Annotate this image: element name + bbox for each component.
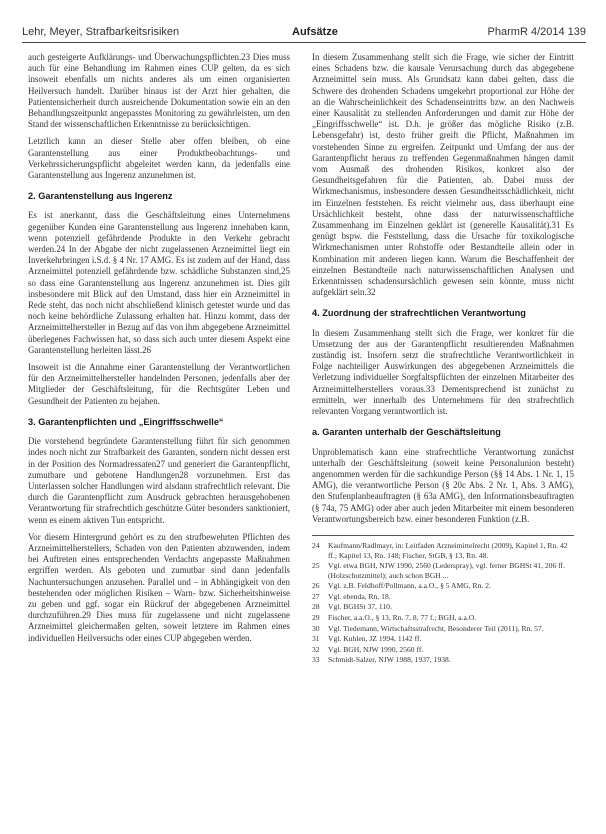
footnote-number: 27 <box>312 591 320 601</box>
paragraph: Unproblematisch kann eine strafrechtliche Verantwortung zunächst unterhalb der Geschäftsleitung (soweit keine Personalunion besteht) angenommen werden für die sachkundige Person (§§ 14 Abs. 1 Nr. 1, 15 AMG), die verantwortliche Person (§ 20c Abs. 2 Nr. 1, Abs. 3 AMG), den Stufenplanbeauftragten (§ 63a AMG), den Informationsbeauftragten (§ 74a, 75 AMG) oder aber auch jeden Mitarbeiter mit einem besonderen Verantwortungsbereich bzw. einer besonderen Funktion (z.B. <box>312 446 574 524</box>
left-column <box>28 52 290 650</box>
paragraph: Insoweit ist die Annahme einer Garantenstellung der Verantwortlichen für den Arzneimittelhersteller handelnden Personen, jedenfalls aber der Mitglieder der Geschäftsleitung, für die Rechtsgüter Leben und Gesundheit der Patienten zu bejahen. <box>28 362 290 406</box>
footnote-number: 31 <box>312 634 320 644</box>
footnote-text: Vgl. etwa BGH, NJW 1990, 2560 (Lederspray), vgl. ferner BGHSt 41, 206 ff. (Holzschutzmittel); auch schon BGH ... <box>328 561 565 580</box>
paragraph: Es ist anerkannt, dass die Geschäftsleitung eines Unternehmens gegenüber Kunden eine Garantenstellung aus Ingerenz innehaben kann, wenn potenziell gefährdende Produkte in den Verkehr gebracht werden.24 In der Abgabe der nicht zugelassenen Arzneimittel liegt ein Inverkehrbringen i.S.d. § 4 Nr. 17 AMG. Es ist zudem auf der Hand, dass Arzneimittel potenziell gefährdende bzw. schädliche Substanzen sind,25 so dass eine Garantenstellung aus Ingerenz anzunehmen ist. Dies gilt insbesondere mit Blick auf den Umstand, dass hier ein Arzneimittel in Rede steht, das noch nicht abschließend klinisch getestet wurde und das noch keine behördliche Zulassung erhalten hat. Hinzu kommt, dass der Arzneimittelhersteller in Bezug auf das von ihm abgegebene Arzneimittel überlegenes Fachwissen hat, so dass sich auch unter diesem Aspekt eine Garantenstellung herleiten lässt.26 <box>28 210 290 355</box>
subsection-heading: a. Garanten unterhalb der Geschäftsleitung <box>312 427 501 438</box>
header-journal-page: PharmR 4/2014 139 <box>487 26 586 38</box>
footnote-number: 32 <box>312 644 320 654</box>
running-header <box>22 22 586 46</box>
footnote <box>312 602 574 612</box>
section-heading: 3. Garantenpflichten und „Eingriffsschwelle“ <box>28 416 224 427</box>
footnote-text: Vgl. Tiedemann, Wirtschaftsstrafrecht, Besonderer Teil (2011), Rn. 57. <box>328 623 544 633</box>
section-heading: 2. Garantenstellung aus Ingerenz <box>28 191 173 202</box>
footnote <box>312 581 574 591</box>
footnote-text: Schmidt-Salzer, NJW 1988, 1937, 1938. <box>328 655 451 665</box>
paragraph: auch gesteigerte Aufklärungs- und Überwachungspflichten.23 Dies muss auch für eine Behandlung im Rahmen eines CUP gelten, da es sich insoweit ebenfalls um nichts anderes als um einen organisierten Heilversuch handelt. Darüber hinaus ist der Arzt hier gehalten, die Patientensicherheit durch ausreichende Dokumentation sowie ein an den Behandlungszeitpunkt angepasstes Monitoring zu gewährleisten, um den Stand der wissenschaftlichen Erkenntnisse zu berücksichtigen. <box>28 52 290 130</box>
header-authors: Lehr, Meyer, Strafbarkeitsrisiken <box>22 26 180 38</box>
section-heading: 4. Zuordnung der strafrechtlichen Verantwortung <box>312 308 526 319</box>
footnote <box>312 541 574 560</box>
footnote <box>312 655 574 665</box>
paragraph: In diesem Zusammenhang stellt sich die Frage, wer konkret für die Umsetzung der aus der Garantenpflicht resultierenden Maßnahmen zuständig ist. Insofern setzt die strafrechtliche Verantwortlichkeit in Folge nachteiliger Auswirkungen des abgegebenen Arzneimittels die Verletzung individueller Sorgfaltspflichten der einzelnen Mitarbeiter des Arzneimittelherstellers voraus.33 Dementsprechend ist zunächst zu ermitteln, wer innerhalb des Unternehmens für den strafrechtlich relevanten Vorgang verantwortlich ist. <box>312 327 574 417</box>
footnote <box>312 613 574 623</box>
footnote-number: 26 <box>312 581 320 591</box>
paragraph: Vor diesem Hintergrund gehört es zu den strafbewehrten Pflichten des Arzneimittelherstellers, Schaden von den Patienten abzuwenden, indem bei Auftreten eines entsprechenden Verdachts angepasste Maßnahmen ergriffen werden. Als geboten und zumutbar sind dann jedenfalls Nachuntersuchungen anzusehen. Parallel und – in Abhängigkeit von den bestehenden oder möglichen Risiken – Warn- bzw. Sicherheitshinweise zu geben und ggf. sogar ein Rückruf der abgegebenen Arzneimittel durchzuführen.29 Dies muss für zugelassene und nicht zugelassene Arzneimittel gleichermaßen gelten, soweit letztere im Rahmen eines individuellen Heilversuchs oder eines CUP abgegeben werden. <box>28 531 290 643</box>
footnote-text: Fischer, a.a.O., § 13, Rn. 7, 8, 77 f.; BGH, a.a.O. <box>328 613 477 623</box>
footnote-text: Vgl. z.B. Feldhoff/Pollmann, a.a.O., § 5 AMG, Rn. 2. <box>328 581 491 591</box>
paragraph: Die vorstehend begründete Garantenstellung führt für sich genommen indes noch nicht zur Strafbarkeit des Garanten, sondern nicht dessen erst in der Position des Normadressaten27 und generiert die Garantenpflicht, zumutbare und gebotene Handlungen28 vorzunehmen. Erst das Unterlassen solcher Handlungen wird alsdann strafrechtlich relevant. Die durch die Garantenpflicht zum Ausdruck gebrachten herausgehobenen Verantwortung für strafrechtlich geschützte Güter besonders sanktioniert, wenn es einem aktiven Tun entspricht. <box>28 436 290 525</box>
footnote-text: Vgl. Kuhlen, JZ 1994, 1142 ff. <box>328 634 422 644</box>
footnote-number: 28 <box>312 602 320 612</box>
footnote-text: Vgl. BGHSt 37, 110. <box>328 602 392 612</box>
header-section: Aufsätze <box>292 26 338 38</box>
footnote-number: 24 <box>312 540 320 550</box>
footnote-number: 25 <box>312 561 320 571</box>
paragraph: Letztlich kann an dieser Stelle aber offen bleiben, ob eine Garantenstellung aus einer Produktbeobachtungs- und Verkehrssicherungspflicht abgeleitet werden kann, da jedenfalls eine Garantenstellung aus Ingerenz anzunehmen ist. <box>28 136 290 181</box>
footnote <box>312 561 574 580</box>
footnote <box>312 645 574 655</box>
footnote <box>312 592 574 602</box>
footnote-text: Kaufmann/Radlmayr, in: Leitfaden Arzneimittelrecht (2009), Kapitel 1, Rn. 42 ff.; Kapitel 13, Rn. 148; Fischer, StGB, § 13, Rn. 48. <box>328 540 568 560</box>
footnote-number: 33 <box>312 655 320 665</box>
footnote-number: 29 <box>312 613 320 623</box>
right-column <box>312 52 574 666</box>
footnote-text: Vgl. ebenda, Rn. 18. <box>328 591 391 601</box>
footnotes <box>312 535 574 665</box>
footnote-number: 30 <box>312 623 320 633</box>
footnote <box>312 634 574 644</box>
footnote <box>312 624 574 634</box>
footnote-text: Vgl. BGH, NJW 1990, 2560 ff. <box>328 644 424 654</box>
header-rule <box>22 42 586 43</box>
paragraph: In diesem Zusammenhang stellt sich die Frage, wie sicher der Eintritt eines Schadens bzw. die kausale Verursachung durch das abgegebene Arzneimittel sein muss. Als Grundsatz kann dabei gelten, dass die Schwere des drohenden Schadens umgekehrt proportional zur Höhe der an die Wahrscheinlichkeit des Schadenseintritts bzw. an den Nachweis einer Kausalität zu stellenden Anforderungen und damit zur Höhe der „Eingriffsschwelle“ ist. D.h. je größer das mögliche Risiko (z.B. Lebensgefahr) ist, desto früher greift die Pflicht, Maßnahmen im vorstehenden Sinne zu ergreifen. Zeitpunkt und Umfang der aus der Garantenpflicht heraus zu treffenden Gegenmaßnahmen hängen damit vom Ausmaß des drohenden Risikos, konkret also der Gesundheitsgefahren für die Patienten, ab. Dabei muss der Wirkmechanismus, insbesondere dessen Gesundheitsschädlichkeit, nicht im Einzelnen feststehen. Es reicht vielmehr aus, dass überhaupt eine Ursächlichkeit besteht, ohne dass der naturwissenschaftliche Zusammenhang im Einzelnen geklärt ist (generelle Kausalität).31 Es genügt bspw. die Feststellung, dass die Ursache für toxikologische Wirkmechanismen unter Rohstoffe oder Bestandteile allein oder in Kombination mit anderen liegen kann. Warum die Beschaffenheit der einzelnen Bestandteile nach naturwissenschaftlichen Analysen und Erkenntnissen schadensursächlich gewesen sein könnte, muss nicht aufgeklärt sein.32 <box>312 52 574 298</box>
